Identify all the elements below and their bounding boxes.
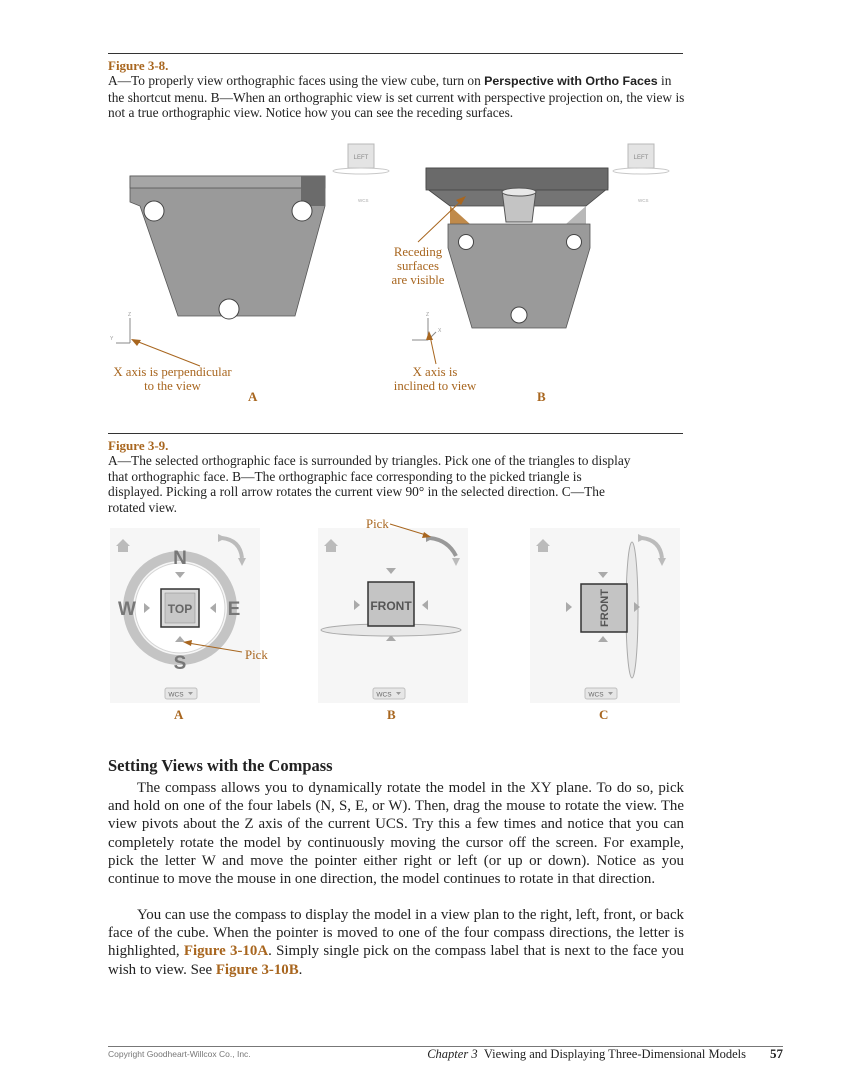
svg-text:Z: Z bbox=[426, 312, 430, 318]
body-paragraph-2: You can use the compass to display the model in a view plan to the right, left, front, or back face of the cube. When the pointer is moved to one of the four compass directions, the letter is highlighted, Figure 3-10A. Simply single pick on the compass label that is next to the face you wish to view. See Figure 3-10B. bbox=[108, 907, 684, 978]
svg-text:TOP: TOP bbox=[167, 602, 193, 616]
figure-3-9-label-b: B bbox=[387, 707, 396, 722]
figure-3-9-rule bbox=[108, 433, 683, 434]
svg-text:X: X bbox=[438, 328, 442, 334]
svg-text:Y: Y bbox=[110, 336, 114, 342]
figure-3-8-title: Figure 3-8. bbox=[108, 58, 169, 73]
figure-3-10b-link[interactable]: Figure 3-10B bbox=[215, 961, 299, 978]
leader-pick-a bbox=[183, 640, 242, 652]
body-paragraph-1: The compass allows you to dynamically rotate the model in the XY plane. To do so, pick and hold on one of the four labels (N, S, E, or W). Then, drag the mouse to rotate the view. The view pivots about the Z axis of the current UCS. Try this a few times and notice that you can completely rotate the model by continuously moving the cursor off the screen. For example, pick the letter W and move the pointer either right or left (or up or down). Notice as you continue to move the mouse in one direction, the model continues to rotate in that direction. bbox=[108, 780, 684, 888]
svg-text:WCS: WCS bbox=[638, 198, 649, 203]
callout-receding-surfaces: Receding surfaces are visible bbox=[391, 245, 445, 287]
figure-3-8-leaders bbox=[0, 0, 849, 420]
figure-3-8-label-b: B bbox=[537, 389, 546, 404]
svg-text:FRONT: FRONT bbox=[370, 599, 412, 613]
figure-3-9-leaders bbox=[0, 500, 849, 700]
compass-s-label: S bbox=[173, 653, 187, 674]
leader-receding bbox=[418, 196, 466, 242]
figure-3-9-caption: A—The selected orthographic face is surrounded by triangles. Pick one of the triangles to display that orthographic face. B—The orthographic face corresponding to the picked triangle is displayed. Picking a roll arrow rotates the current view 90° in the selected direction. C—The rotated view. bbox=[108, 453, 631, 515]
leader-inclined bbox=[426, 331, 436, 364]
leader-pick-b bbox=[390, 524, 431, 538]
figure-3-9-label-c: C bbox=[599, 707, 609, 722]
svg-text:WCS: WCS bbox=[358, 198, 369, 203]
svg-text:LEFT: LEFT bbox=[353, 155, 369, 161]
figure-3-8-caption: A—To properly view orthographic faces using the view cube, turn on Perspective with Ortho Faces in the shortcut menu. B—When an orthographic view is set current with perspective projection on, the view is not a true orthographic view. Notice how you can see the receding surfaces. bbox=[108, 73, 685, 121]
compass-w-label: W bbox=[118, 599, 136, 620]
footer-chapter: Chapter 3 Viewing and Displaying Three-Dimensional Models 57 bbox=[427, 1046, 783, 1061]
svg-text:LEFT: LEFT bbox=[633, 155, 649, 161]
compass-n-label: N bbox=[173, 548, 187, 569]
figure-3-8-label-a: A bbox=[248, 389, 258, 404]
figure-3-9-title: Figure 3-9. bbox=[108, 438, 169, 453]
svg-text:WCS: WCS bbox=[376, 691, 392, 699]
svg-text:WCS: WCS bbox=[588, 691, 604, 699]
callout-x-axis-inclined: X axis is inclined to view bbox=[393, 365, 477, 393]
footer-copyright: Copyright Goodheart-Willcox Co., Inc. bbox=[108, 1049, 251, 1059]
compass-e-label: E bbox=[227, 599, 241, 620]
section-heading: Setting Views with the Compass bbox=[108, 756, 333, 775]
svg-text:Z: Z bbox=[128, 312, 132, 318]
callout-x-axis-perpendicular: X axis is perpendicular to the view bbox=[113, 365, 232, 393]
page-number: 57 bbox=[770, 1046, 783, 1061]
figure-3-10a-link[interactable]: Figure 3-10A bbox=[183, 943, 269, 960]
leader-perpendicular bbox=[131, 339, 200, 366]
callout-pick-b: Pick bbox=[366, 517, 389, 531]
figure-3-9-label-a: A bbox=[174, 707, 184, 722]
svg-text:WCS: WCS bbox=[168, 691, 184, 699]
callout-pick-a: Pick bbox=[245, 648, 268, 662]
svg-text:FRONT: FRONT bbox=[599, 589, 611, 627]
